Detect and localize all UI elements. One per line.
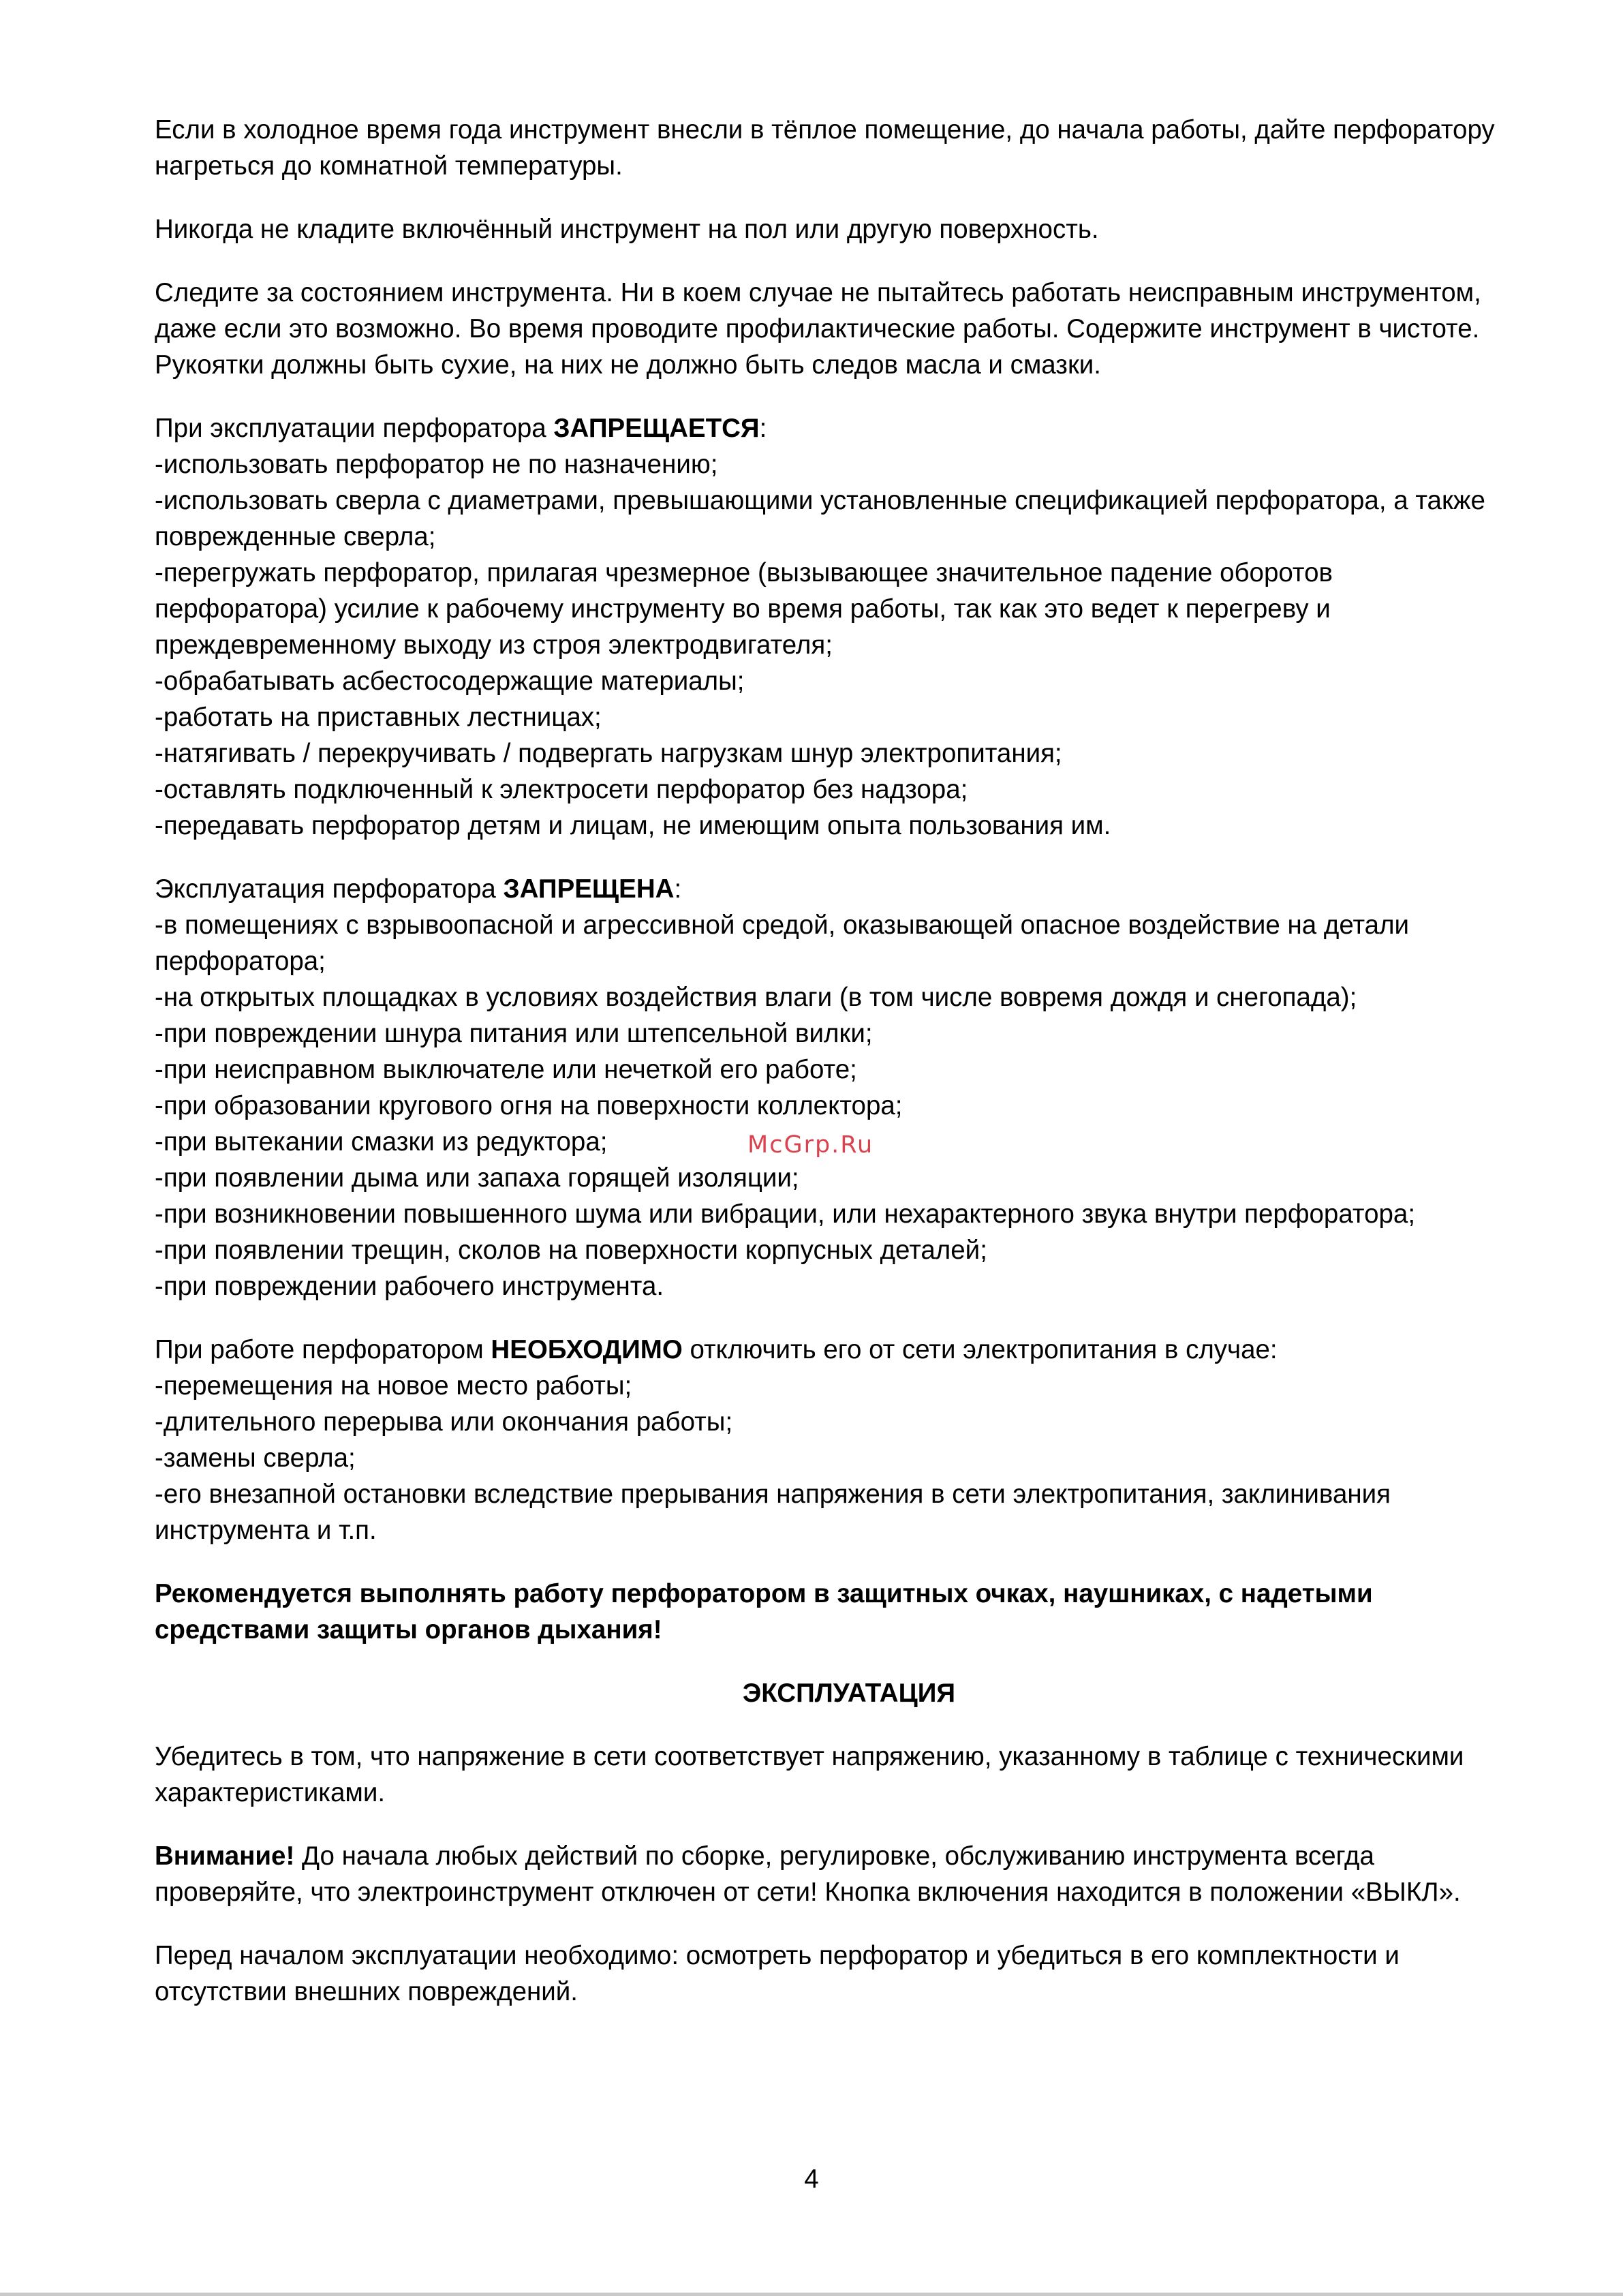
list-item: -при вытекании смазки из редуктора;: [155, 1127, 608, 1157]
list-item: -при неисправном выключателе или нечеткой его работе;: [155, 1055, 857, 1084]
list-item: -работать на приставных лестницах;: [155, 703, 602, 732]
list-item: -при появлении трещин, сколов на поверхности корпусных деталей;: [155, 1236, 987, 1265]
attention-label: Внимание!: [155, 1841, 295, 1871]
section-heading: ЭКСПЛУАТАЦИЯ: [742, 1679, 956, 1708]
paragraph-floor: Никогда не кладите включённый инструмент на пол или другую поверхность.: [155, 215, 1099, 244]
list-item: -обрабатывать асбестосодержащие материалы;: [155, 667, 745, 696]
forbidden-list-section: [155, 871, 1511, 1304]
list-item: -использовать сверла с диаметрами, превышающими установленные спецификацией перфоратора, а также поврежденные сверла;: [155, 486, 1485, 551]
watermark: McGrp.Ru: [747, 1131, 874, 1159]
list-item: -при образовании кругового огня на поверхности коллектора;: [155, 1091, 903, 1120]
prohibited-list-section: [155, 410, 1511, 844]
paragraph-condition: Следите за состоянием инструмента. Ни в коем случае не пытайтесь работать неисправным инструментом, даже если это возможно. Во время проводите профилактические работы. Содержите инструмент в чистоте. Рукоятки должны быть сухие, на них не должно быть следов масла и смазки.: [155, 278, 1481, 380]
necessary-keyword: НЕОБХОДИМО: [491, 1335, 683, 1364]
list-item: -при повреждении шнура питания или штепсельной вилки;: [155, 1019, 873, 1048]
list-item: -использовать перфоратор не по назначению;: [155, 450, 718, 479]
prohibited-keyword: ЗАПРЕЩАЕТСЯ: [553, 414, 760, 443]
list-item: -длительного перерыва или окончания работы;: [155, 1407, 733, 1437]
forbidden-intro: Эксплуатация перфоратора ЗАПРЕЩЕНА:: [155, 874, 682, 904]
page-number: 4: [804, 2164, 819, 2194]
list-item: -в помещениях с взрывоопасной и агрессивной средой, оказывающей опасное воздействие на детали перфоратора;: [155, 910, 1410, 976]
necessary-intro: При работе перфоратором НЕОБХОДИМО отключить его от сети электропитания в случае:: [155, 1335, 1278, 1364]
list-item: -при появлении дыма или запаха горящей изоляции;: [155, 1163, 799, 1193]
list-item: -оставлять подключенный к электросети перфоратор без надзора;: [155, 775, 968, 804]
prohibited-intro: При эксплуатации перфоратора ЗАПРЕЩАЕТСЯ:: [155, 414, 767, 443]
paragraph-warm-up: Если в холодное время года инструмент внесли в тёплое помещение, до начала работы, дайте перфоратору нагреться до комнатной температуры.: [155, 115, 1495, 181]
document-page: [155, 112, 1511, 2037]
list-item: -при возникновении повышенного шума или вибрации, или нехарактерного звука внутри перфоратора;: [155, 1199, 1416, 1229]
paragraph-before-use: Перед началом эксплуатации необходимо: осмотреть перфоратор и убедиться в его комплектности и отсутствии внешних повреждений.: [155, 1941, 1400, 2006]
list-item: -при повреждении рабочего инструмента.: [155, 1272, 664, 1301]
list-item: -натягивать / перекручивать / подвергать нагрузкам шнур электропитания;: [155, 739, 1062, 768]
safety-recommendation: Рекомендуется выполнять работу перфоратором в защитных очках, наушниках, с надетыми средствами защиты органов дыхания!: [155, 1579, 1373, 1644]
forbidden-keyword: ЗАПРЕЩЕНА: [503, 874, 675, 904]
list-item: -перемещения на новое место работы;: [155, 1371, 632, 1400]
list-item: -передавать перфоратор детям и лицам, не имеющим опыта пользования им.: [155, 811, 1111, 840]
list-item: -его внезапной остановки вследствие прерывания напряжения в сети электропитания, заклинивания инструмента и т.п.: [155, 1480, 1391, 1545]
list-item: -замены сверла;: [155, 1443, 356, 1473]
page-bottom-divider: [0, 2293, 1623, 2296]
list-item: -на открытых площадках в условиях воздействия влаги (в том числе вовремя дождя и снегопада);: [155, 983, 1357, 1012]
attention-paragraph: Внимание! До начала любых действий по сборке, регулировке, обслуживанию инструмента всегда проверяйте, что электроинструмент отключен от сети! Кнопка включения находится в положении «ВЫКЛ».: [155, 1841, 1461, 1907]
necessary-list-section: [155, 1332, 1511, 1548]
list-item: -перегружать перфоратор, прилагая чрезмерное (вызывающее значительное падение оборотов перфоратора) усилие к рабочему инструменту во время работы, так как это ведет к перегреву и преждевременному выходу из строя электродвигателя;: [155, 558, 1333, 660]
paragraph-voltage: Убедитесь в том, что напряжение в сети соответствует напряжению, указанному в таблице с техническими характеристиками.: [155, 1742, 1464, 1807]
